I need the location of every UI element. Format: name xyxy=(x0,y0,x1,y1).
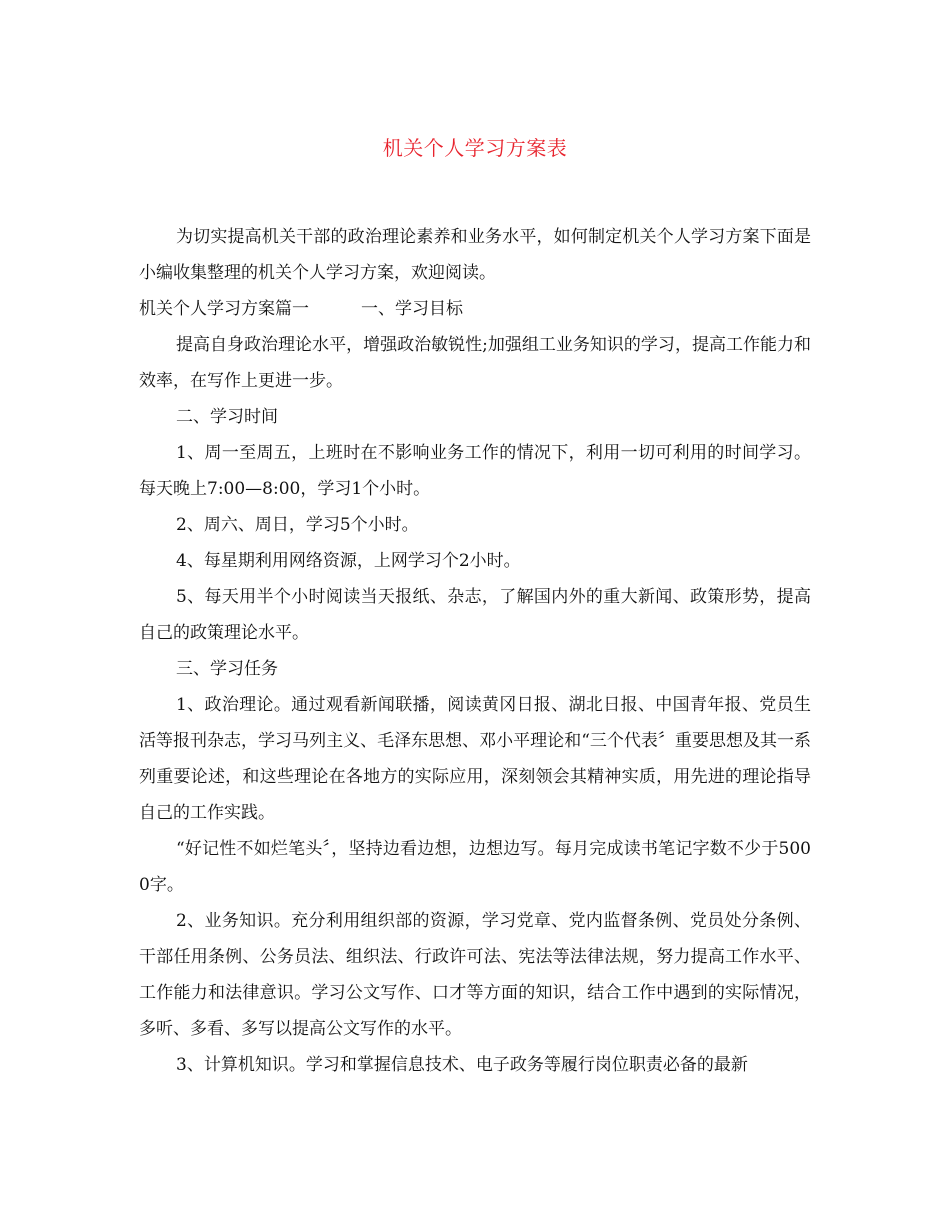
intro-paragraph: 为切实提高机关干部的政治理论素养和业务水平，如何制定机关个人学习方案下面是小编收集整理的机关个人学习方案，欢迎阅读。 xyxy=(139,227,811,283)
section-heading-line xyxy=(139,291,811,327)
section-heading-time: 二、学习时间 xyxy=(176,407,278,427)
paragraph-time-4: 4、每星期利用网络资源，上网学习个2小时。 xyxy=(176,551,521,571)
paragraph-time-2: 2、周六、周日，学习5个小时。 xyxy=(176,515,419,535)
paragraph-goals: 提高自身政治理论水平，增强政治敏锐性;加强组工业务知识的学习，提高工作能力和效率，在写作上更进一步。 xyxy=(139,335,811,391)
paragraph-time-5: 5、每天用半个小时阅读当天报纸、杂志，了解国内外的重大新闻、政策形势，提高自己的政策理论水平。 xyxy=(139,587,811,643)
section-heading-tasks: 三、学习任务 xyxy=(176,659,278,679)
paragraph-task-notes: “好记性不如烂笔头〞，坚持边看边想，边想边写。每月完成读书笔记字数不少于5000字。 xyxy=(139,839,811,895)
paragraph-task-politics: 1、政治理论。通过观看新闻联播，阅读黄冈日报、湖北日报、中国青年报、党员生活等报刊杂志，学习马列主义、毛泽东思想、邓小平理论和“三个代表〞重要思想及其一系列重要论述，和这些理论在各地方的实际应用，深刻领会其精神实质，用先进的理论指导自己的工作实践。 xyxy=(139,695,811,823)
plan-heading: 机关个人学习方案篇一 xyxy=(139,299,309,319)
paragraph-time-1: 1、周一至周五，上班时在不影响业务工作的情况下，利用一切可利用的时间学习。每天晚上7:00—8:00，学习1个小时。 xyxy=(139,443,811,499)
section-heading-goals: 一、学习目标 xyxy=(361,299,463,319)
document-body xyxy=(139,219,811,1083)
paragraph-task-computer: 3、计算机知识。学习和掌握信息技术、电子政务等履行岗位职责必备的最新 xyxy=(176,1055,748,1075)
page-title: 机关个人学习方案表 xyxy=(382,136,568,160)
paragraph-task-business: 2、业务知识。充分利用组织部的资源，学习党章、党内监督条例、党员处分条例、干部任用条例、公务员法、组织法、行政许可法、宪法等法律法规，努力提高工作水平、工作能力和法律意识。学习公文写作、口才等方面的知识，结合工作中遇到的实际情况，多听、多看、多写以提高公文写作的水平。 xyxy=(139,911,811,1039)
